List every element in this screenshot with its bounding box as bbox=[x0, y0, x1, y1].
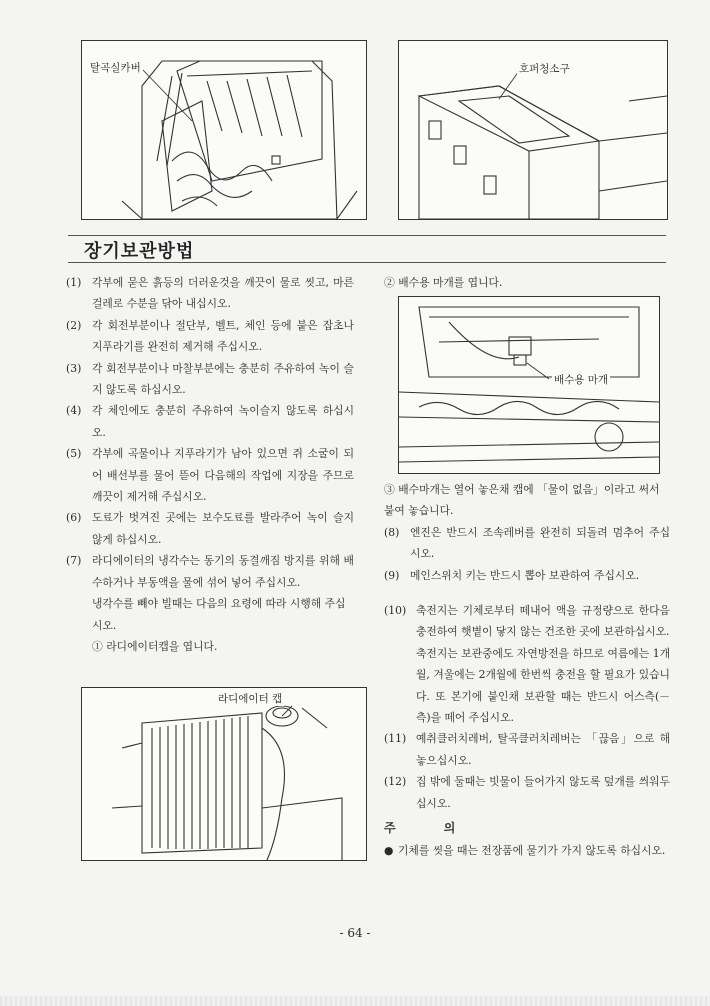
left-column bbox=[66, 272, 354, 657]
item-number: (11) bbox=[384, 732, 407, 746]
step-1-text: ① 라디에이터캡을 엽니다. bbox=[92, 639, 218, 653]
battery-note: 축전지는 보관중에도 자연방전을 하므로 여름에는 1개월, 겨울에는 2개월에 한번씩 충전을 할 필요가 있습니다. 또 본기에 붙인채 보관할 때는 반드시 어스측(－측)을 떼어 주십시오. bbox=[416, 646, 670, 725]
item-number: (12) bbox=[384, 775, 407, 789]
item-text: 각부에 묻은 흙등의 더러운것을 깨끗이 물로 씻고, 마른 걸레로 수분을 닦아 내십시오. bbox=[92, 276, 354, 311]
list-item bbox=[384, 565, 670, 586]
list-item bbox=[384, 771, 670, 814]
coolant-note: 냉각수를 빼야 빌때는 다음의 요령에 따라 시행해 주십시오. bbox=[92, 597, 346, 632]
item-text: 엔진은 반드시 조속레버를 완전히 되돌려 멈추어 주십시오. bbox=[410, 525, 670, 561]
drain-plug-illustration bbox=[399, 297, 659, 473]
caution-text: 기체를 씻을 때는 전장품에 물기가 가지 않도록 하십시오. bbox=[398, 843, 666, 857]
threshing-cover-label: 탈곡실카버 bbox=[90, 62, 141, 74]
step-2-text: ② 배수용 마개를 엽니다. bbox=[384, 276, 503, 289]
item-text: 축전지는 기체로부터 떼내어 액을 규정량으로 한다음 충전하여 햇볕이 닿지 않는 건조한 곳에 보관하십시오. bbox=[416, 604, 670, 639]
threshing-cover-figure bbox=[81, 40, 367, 220]
item-text: 도료가 벗겨진 곳에는 보수도료를 발라주어 녹이 슬지 않게 하십시오. bbox=[92, 511, 354, 546]
item-number: (1) bbox=[66, 276, 82, 289]
item-number: (9) bbox=[384, 568, 400, 582]
list-item bbox=[66, 400, 354, 443]
list-item bbox=[384, 600, 670, 643]
radiator-figure bbox=[81, 687, 367, 861]
hopper-cleanout-figure bbox=[398, 40, 668, 220]
list-item bbox=[384, 728, 670, 771]
list-item bbox=[384, 522, 670, 565]
list-item bbox=[66, 443, 354, 507]
bullet-icon: ● bbox=[384, 843, 394, 857]
section-heading: 장기보관방법 bbox=[84, 241, 195, 262]
item-number: (5) bbox=[66, 447, 82, 461]
hopper-cleanout-label: 호퍼청소구 bbox=[519, 63, 570, 75]
list-item bbox=[66, 550, 354, 593]
item-number: (4) bbox=[66, 404, 82, 418]
list-item bbox=[66, 315, 354, 358]
item-text: 집 밖에 둘때는 빗물이 들어가지 않도록 덮개를 씌워두십시오. bbox=[416, 775, 670, 810]
list-item bbox=[66, 358, 354, 401]
item-text: 예취클러치레버, 탈곡클러치레버는 「끊음」으로 해 놓으십시오. bbox=[416, 732, 670, 767]
item-number: (8) bbox=[384, 525, 400, 539]
item-text: 각 체인에도 충분히 주유하여 녹이슬지 않도록 하십시오. bbox=[92, 404, 354, 439]
step-3-text: ③ 배수마개는 열어 놓은채 캡에 「물이 없음」이라고 써서 붙여 놓습니다. bbox=[384, 483, 660, 518]
item-text: 라디에이터의 냉각수는 동기의 동결깨짐 방지를 위해 배수하거나 부동액을 물에 섞어 넣어 주십시오. bbox=[92, 554, 354, 589]
list-item bbox=[66, 272, 354, 315]
drain-plug-label: 배수용 마개 bbox=[554, 374, 609, 386]
radiator-illustration bbox=[82, 688, 366, 860]
step-2-block bbox=[384, 272, 670, 293]
drain-plug-figure bbox=[398, 296, 660, 474]
scan-edge bbox=[0, 996, 710, 1006]
item-number: (7) bbox=[66, 554, 82, 568]
radiator-cap-label: 라디에이터 캡 bbox=[218, 693, 283, 705]
item-number: (6) bbox=[66, 511, 82, 525]
caution-item bbox=[384, 840, 670, 861]
item-text: 메인스위치 키는 반드시 뽑아 보관하여 주십시오. bbox=[410, 568, 640, 582]
item-number: (2) bbox=[66, 318, 82, 332]
item-text: 각 회전부분이나 마찰부분에는 충분히 주유하여 녹이 슬지 않도록 하십시오. bbox=[92, 361, 354, 397]
item-text: 각부에 곡물이나 지푸라기가 남아 있으면 쥐 소굴이 되어 배선부를 물어 뜯어 다음해의 작업에 지장을 주므로 깨끗이 제거해 주십시오. bbox=[92, 447, 354, 504]
page-number: - 64 - bbox=[339, 926, 371, 940]
item-number: (10) bbox=[384, 604, 407, 618]
list-item bbox=[66, 507, 354, 550]
right-column bbox=[384, 479, 670, 861]
heading-rule-bottom bbox=[68, 262, 666, 263]
heading-rule-top bbox=[68, 235, 666, 236]
item-text: 각 회전부분이나 절단부, 벨트, 체인 등에 붙은 잡초나 지푸라기를 완전히 제거해 주십시오. bbox=[92, 318, 354, 354]
caution-title: 주 의 bbox=[384, 821, 478, 836]
item-number: (3) bbox=[66, 361, 82, 375]
